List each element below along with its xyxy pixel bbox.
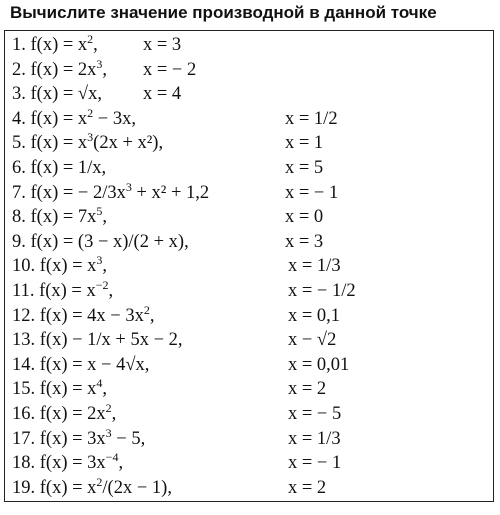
function-expression: [12, 353, 149, 378]
evaluation-point: x = 0: [285, 207, 324, 228]
evaluation-point: x = 5: [285, 158, 324, 178]
evaluation-point: x = 1/3: [288, 428, 341, 449]
evaluation-point: x = 0,1: [288, 305, 341, 326]
exercise-number: 1.: [12, 35, 31, 55]
function-expression: [12, 476, 172, 501]
exercise-row: [5, 328, 493, 353]
exercise-number: 3.: [12, 84, 31, 105]
evaluation-point: x = 0,01: [288, 354, 350, 375]
function-expression: [12, 33, 98, 58]
exponent: 3: [96, 253, 103, 268]
expression-tail: /(2x − 1),: [102, 477, 172, 498]
exercise-row: [5, 205, 493, 230]
expression-main: f(x) = 3x: [39, 428, 106, 449]
exercise-number: 6.: [12, 158, 31, 178]
exercise-row: [5, 230, 493, 255]
function-expression: [12, 58, 107, 83]
exercise-row: [5, 427, 493, 452]
exercise-row: [5, 279, 493, 304]
function-expression: [12, 279, 113, 304]
exponent: −2: [95, 277, 109, 292]
exercise-number: 5.: [12, 133, 31, 154]
function-expression: [12, 230, 189, 255]
expression-main: f(x) = x: [30, 35, 88, 55]
exercise-row: [5, 107, 493, 132]
evaluation-point: x = 1/2: [285, 108, 338, 129]
exercise-number: 14.: [12, 354, 40, 375]
expression-main: f(x) = x: [39, 477, 97, 498]
exponent: −4: [105, 450, 119, 465]
evaluation-point: x − √2: [288, 330, 337, 351]
exercise-number: 16.: [12, 404, 40, 424]
exponent: 2: [87, 31, 94, 46]
exercise-number: 8.: [12, 207, 31, 228]
exercise-row: [5, 377, 493, 402]
expression-main: f(x) = 2x: [39, 404, 106, 424]
expression-main: f(x) = x − 4√x,: [39, 354, 150, 375]
exercise-number: 12.: [12, 305, 40, 326]
exponent: 5: [96, 204, 103, 219]
evaluation-point: x = 2: [288, 379, 327, 400]
expression-main: f(x) = x: [30, 108, 88, 129]
exponent: 2: [105, 400, 112, 415]
exercise-row: [5, 254, 493, 279]
function-expression: [12, 304, 154, 329]
exercise-row: [5, 33, 493, 58]
exercise-number: 2.: [12, 59, 31, 80]
exercise-row: [5, 181, 493, 206]
expression-tail: ,: [102, 256, 108, 277]
exponent: 3: [105, 425, 112, 440]
expression-tail: ,: [149, 305, 155, 326]
exponent: 3: [87, 130, 94, 145]
evaluation-point: x = 3: [285, 231, 324, 252]
expression-tail: − 5,: [111, 428, 146, 449]
exercise-row: [5, 353, 493, 378]
evaluation-point: x = − 2: [143, 59, 197, 80]
exponent: 2: [87, 105, 94, 120]
expression-tail: ,: [111, 404, 117, 424]
function-expression: [12, 107, 136, 132]
exercise-row: [5, 476, 493, 501]
expression-main: f(x) = x: [39, 379, 97, 400]
exercise-number: 10.: [12, 256, 40, 277]
evaluation-point: x = 4: [143, 84, 182, 105]
exercise-number: 7.: [12, 182, 31, 203]
exercise-row: [5, 131, 493, 156]
expression-tail: ,: [102, 207, 108, 228]
exercise-number: 11.: [12, 281, 40, 301]
evaluation-point: x = − 5: [288, 404, 342, 424]
exercise-number: 17.: [12, 428, 40, 449]
exponent: 3: [96, 56, 103, 71]
expression-tail: + x² + 1,2: [131, 182, 210, 203]
function-expression: [12, 181, 209, 206]
function-expression: [12, 82, 102, 107]
function-expression: [12, 328, 183, 353]
function-expression: [12, 427, 145, 452]
exercise-number: 4.: [12, 108, 31, 129]
expression-main: f(x) = 1/x,: [30, 158, 107, 178]
exponent: 2: [143, 302, 150, 317]
expression-tail: ,: [102, 379, 108, 400]
expression-main: f(x) − 1/x + 5x − 2,: [39, 330, 183, 351]
function-expression: [12, 254, 107, 279]
exercise-row: [5, 304, 493, 329]
evaluation-point: x = 3: [143, 35, 182, 55]
expression-main: f(x) = 4x − 3x: [39, 305, 144, 326]
function-expression: [12, 402, 116, 427]
function-expression: [12, 156, 106, 181]
expression-tail: ,: [118, 453, 124, 474]
evaluation-point: x = − 1: [285, 182, 339, 203]
function-expression: [12, 131, 163, 156]
evaluation-point: x = − 1/2: [288, 281, 356, 301]
expression-tail: ,: [108, 281, 114, 301]
expression-tail: (2x + x²),: [93, 133, 164, 154]
expression-main: f(x) = x: [30, 133, 88, 154]
function-expression: [12, 205, 107, 230]
expression-main: f(x) = (3 − x)/(2 + x),: [30, 231, 189, 252]
exercise-number: 19.: [12, 477, 40, 498]
exponent: 3: [125, 179, 132, 194]
expression-tail: ,: [93, 35, 98, 55]
expression-main: f(x) = √x,: [30, 84, 102, 105]
expression-tail: − 3x,: [93, 108, 136, 129]
function-expression: [12, 451, 123, 476]
evaluation-point: x = − 1: [288, 453, 342, 474]
exercise-row: [5, 451, 493, 476]
exercise-row: [5, 402, 493, 427]
evaluation-point: x = 1: [285, 133, 324, 154]
exponent: 2: [96, 474, 103, 489]
exercise-row: [5, 58, 493, 83]
exercise-row: [5, 82, 493, 107]
exercise-number: 9.: [12, 231, 31, 252]
exercise-table: [4, 30, 494, 502]
expression-main: f(x) = 2x: [30, 59, 97, 80]
expression-main: f(x) = − 2/3x: [30, 182, 126, 203]
expression-main: f(x) = 7x: [30, 207, 97, 228]
exercise-row: [5, 156, 493, 181]
evaluation-point: x = 2: [288, 477, 327, 498]
expression-main: f(x) = x: [39, 256, 97, 277]
expression-main: f(x) = 3x: [39, 453, 106, 474]
exercise-number: 13.: [12, 330, 40, 351]
exponent: 4: [96, 376, 103, 391]
evaluation-point: x = 1/3: [288, 256, 341, 277]
function-expression: [12, 377, 107, 402]
expression-main: f(x) = x: [39, 281, 96, 301]
page-title: Вычислите значение производной в данной точке: [10, 3, 437, 22]
exercise-number: 15.: [12, 379, 40, 400]
expression-tail: ,: [102, 59, 108, 80]
exercise-number: 18.: [12, 453, 40, 474]
